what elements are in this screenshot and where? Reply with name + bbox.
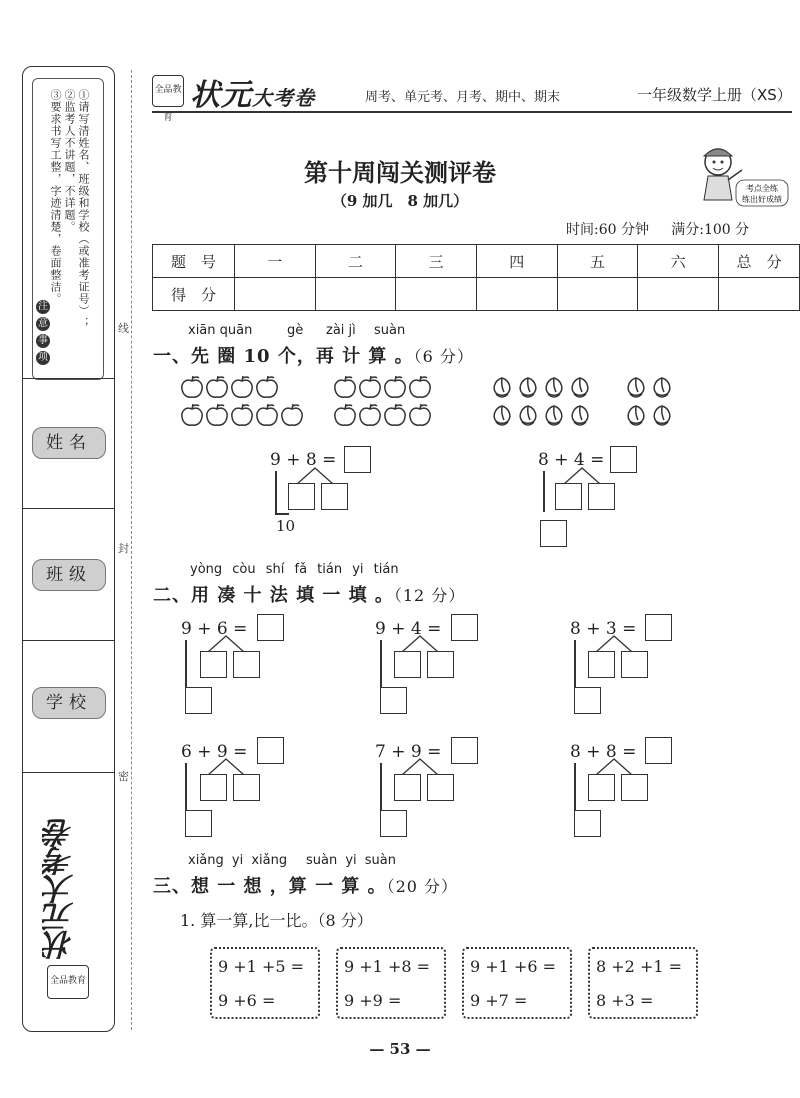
answer-box[interactable] [645,737,672,764]
apple-icon [182,376,202,397]
apple-icon [360,376,380,397]
peach-icon [654,378,670,397]
peach-icon [572,406,588,425]
s2-problem-3-expr: 8 + 3 = [570,619,637,639]
split-box[interactable] [394,774,421,801]
apple-icon [335,404,355,425]
s3-pinyin-2: suàn yi suàn [306,853,397,868]
split-box[interactable] [540,520,567,547]
apple-icon [282,404,302,425]
apple-icon [385,404,405,425]
peach-icon [628,378,644,397]
score-table-row-scores: 得 分 [153,278,800,311]
split-box[interactable] [394,651,421,678]
s2-problem-4-expr: 6 + 9 = [181,742,248,762]
apple-icon [335,376,355,397]
score-cell[interactable] [638,278,719,311]
cut-word-mi: 密 [118,770,129,783]
score-cell[interactable] [557,278,638,311]
apple-icon [182,404,202,425]
split-box[interactable] [427,651,454,678]
split-box[interactable] [233,774,260,801]
section3-heading: 三、想 一 想 ，算 一 算 。（20 分） [153,876,459,897]
cut-word-xian: 线 [118,322,129,335]
split-box[interactable] [200,651,227,678]
split-box[interactable] [233,651,260,678]
answer-box[interactable] [451,737,478,764]
peach-icon [546,406,562,425]
compare-box-1: 9 +1 +5 = 9 +6 = [210,947,320,1019]
peach-icon [494,406,510,425]
split-box[interactable] [588,651,615,678]
school-field [22,640,115,774]
split-box[interactable] [380,810,407,837]
cut-word-feng: 封 [118,542,129,555]
peach-icon [494,378,510,397]
split-box[interactable] [621,651,648,678]
apple-icon [257,404,277,425]
apple-icon [385,376,405,397]
notice-title: 注 意 事 项 [38,301,48,363]
s1-problem-1-hint: 10 [276,517,296,535]
apple-icon [207,376,227,397]
mascot-icon [690,140,790,210]
s2-problem-1-expr: 9 + 6 = [181,619,248,639]
answer-box[interactable] [610,446,637,473]
split-box[interactable] [200,774,227,801]
class-label: 班级 [32,559,106,591]
split-box[interactable] [621,774,648,801]
peach-icon [520,406,536,425]
notice-line-3: ③要求书写工整，字迹清楚，卷面整洁。 [49,89,62,305]
compare-box-4: 8 +2 +1 = 8 +3 = [588,947,698,1019]
score-cell[interactable] [476,278,557,311]
name-field [22,378,115,512]
answer-box[interactable] [257,737,284,764]
score-cell[interactable] [718,278,799,311]
page-title: 第十周闯关测评卷 [304,158,496,187]
apple-icon [207,404,227,425]
split-box[interactable] [427,774,454,801]
split-box[interactable] [321,483,348,510]
split-box[interactable] [588,774,615,801]
score-cell[interactable] [315,278,396,311]
apple-icon [257,376,277,397]
peach-icon [628,406,644,425]
notice-line-2: ②监考人不讲题，不详题。 [63,89,76,233]
score-cell[interactable] [234,278,315,311]
split-box[interactable] [574,687,601,714]
peach-icon [572,378,588,397]
name-label: 姓名 [32,427,106,459]
score-cell[interactable] [396,278,477,311]
split-box[interactable] [588,483,615,510]
apple-icon [360,404,380,425]
sidebar-logo-icon: 全品教育 [47,965,89,999]
page-number: — 53 — [369,1040,431,1058]
s1-pinyin-4: suàn [374,323,406,338]
header-subtitle: 周考、单元考、月考、期中、期末 [365,90,561,105]
s2-pinyin: yòng còu shí fǎ tián yi tián [190,562,399,577]
s2-problem-2-expr: 9 + 4 = [375,619,442,639]
compare-box-3: 9 +1 +6 = 9 +7 = [462,947,572,1019]
split-box[interactable] [380,687,407,714]
score-table [152,244,800,311]
header-logo-icon: 全品教育 [152,75,184,107]
apple-icon [410,404,430,425]
s1-problem-2-expr: 8 + 4 = [538,450,605,470]
section1-heading: 一、先 圈 10 个，再 计 算 。（6 分） [153,346,474,367]
class-field [22,508,115,642]
s1-pinyin-2: gè [287,323,304,338]
header-rule [152,111,792,113]
mascot-text-2: 练出好成绩 [742,195,782,204]
answer-box[interactable] [645,614,672,641]
apple-icon [232,376,252,397]
compare-box-2: 9 +1 +8 = 9 +9 = [336,947,446,1019]
peach-icon [520,378,536,397]
peach-icon [546,378,562,397]
split-box[interactable] [288,483,315,510]
header-grade: 一年级数学上册（XS） [637,86,792,104]
notice-line-1: ①请写清姓名、班级和学校（或准考证号）； [77,89,90,329]
answer-box[interactable] [451,614,478,641]
time-info: 时间:60 分钟 满分:100 分 [566,222,750,238]
sidebar-brand: 状元大考卷 [44,820,79,960]
s1-pinyin-3: zài jì [326,323,356,338]
s1-problem-1-expr: 9 + 8 = [270,450,337,470]
school-label: 学校 [32,687,106,719]
split-box[interactable] [185,810,212,837]
apple-icon [232,404,252,425]
split-box[interactable] [185,687,212,714]
score-table-row-header: 题 号 一 二 三 四 五 六 总 分 [153,245,800,278]
s2-problem-5-expr: 7 + 9 = [375,742,442,762]
apple-icon [410,376,430,397]
header-brand: 状元大考卷 [190,78,315,113]
section2-heading: 二、用 凑 十 法 填 一 填 。（12 分） [153,585,466,606]
s2-problem-6-expr: 8 + 8 = [570,742,637,762]
cut-line [131,70,132,1030]
page-subtitle: （9 加几 8 加几） [331,192,469,210]
s3-pinyin-1: xiǎng yi xiǎng [188,853,288,868]
mascot-text-1: 考点全练 [746,184,778,193]
section1-pictures [178,370,678,430]
answer-box[interactable] [344,446,371,473]
answer-box[interactable] [257,614,284,641]
s1-pinyin-1: xiān quān [188,323,253,338]
split-box[interactable] [574,810,601,837]
split-box[interactable] [555,483,582,510]
peach-icon [654,406,670,425]
s3-sub1: 1. 算一算,比一比。（8 分） [180,911,373,930]
